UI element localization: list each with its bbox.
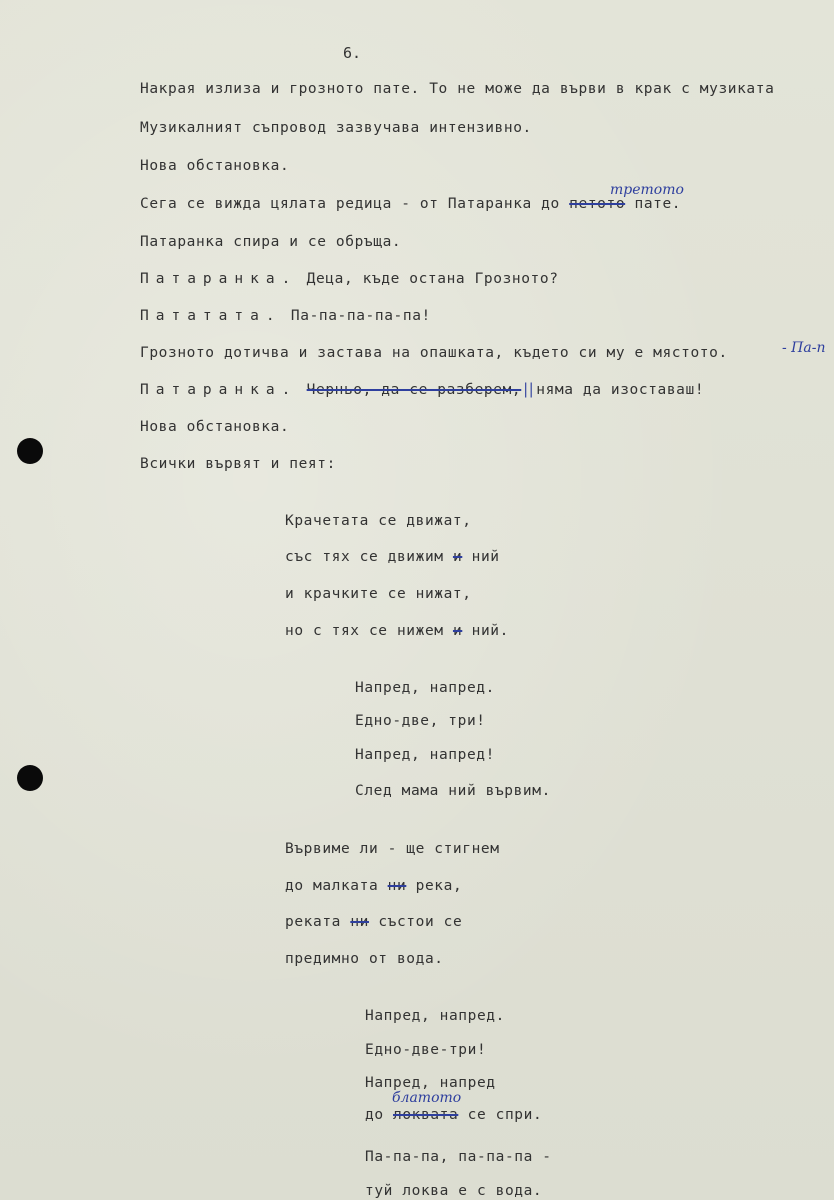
chorus-line: Едно-две-три! bbox=[365, 1042, 487, 1058]
text-line: Нова обстановка. bbox=[140, 158, 290, 174]
page-number: 6. bbox=[343, 44, 362, 62]
text-line: Всички вървят и пеят: bbox=[140, 456, 336, 472]
verse-line: Крачетата се движат, bbox=[285, 513, 472, 529]
text-segment: Деца, къде остана Грозното? bbox=[297, 271, 559, 287]
verse-line bbox=[285, 877, 462, 895]
text-line: Музикалният съпровод зазвучава интензивно. bbox=[140, 120, 532, 136]
verse-line: и крачките се нижат, bbox=[285, 586, 472, 602]
struck-word: и bbox=[452, 623, 463, 639]
text-segment: ний. bbox=[462, 623, 509, 639]
text-line: Грозното дотичва и застава на опашката, където си му е мястото. bbox=[140, 345, 728, 361]
handwritten-correction: третото bbox=[610, 182, 684, 198]
struck-phrase: Черньо, да се разберем, bbox=[306, 382, 522, 398]
text-segment: състои се bbox=[368, 914, 463, 930]
speaker-name: Пататата. bbox=[140, 308, 282, 324]
punch-hole-bottom bbox=[17, 765, 43, 791]
text-segment: Па-па-па-па-па! bbox=[281, 308, 431, 324]
chorus-line: След мама ний вървим. bbox=[355, 783, 551, 799]
text-segment: Сега се вижда цялата редица - от Патаранка до bbox=[140, 196, 570, 212]
text-line bbox=[140, 195, 681, 213]
verse-line bbox=[285, 548, 500, 566]
struck-word: ни bbox=[387, 878, 407, 894]
verse-line bbox=[285, 913, 462, 931]
struck-word: ни bbox=[350, 914, 369, 930]
text-line: Нова обстановка. bbox=[140, 419, 290, 435]
chorus-line: туй локва е с вода. bbox=[365, 1183, 543, 1199]
text-line bbox=[140, 307, 431, 325]
speaker-name: Патаранка. bbox=[140, 382, 298, 398]
punch-hole-top bbox=[17, 438, 43, 464]
text-segment: реката bbox=[285, 914, 351, 930]
text-line bbox=[140, 270, 559, 288]
chorus-line: Напред, напред. bbox=[355, 680, 495, 696]
struck-word: локвата bbox=[393, 1107, 459, 1123]
verse-line: Вървиме ли - ще стигнем bbox=[285, 841, 500, 857]
text-line: Накрая излиза и грозното пате. То не може да върви в крак с музиката bbox=[140, 81, 775, 97]
handwritten-note: - Па-п bbox=[782, 340, 826, 356]
speaker-name: Патаранка. bbox=[140, 271, 298, 287]
chorus-line: Едно-две, три! bbox=[355, 713, 486, 729]
chorus-line: Напред, напред. bbox=[365, 1008, 505, 1024]
chorus-line: Па-па-па, па-па-па - bbox=[365, 1149, 552, 1165]
text-segment: река, bbox=[406, 878, 463, 894]
text-segment: ний bbox=[462, 549, 500, 565]
text-segment: пате. bbox=[625, 196, 682, 212]
text-segment: до bbox=[365, 1107, 393, 1123]
text-segment: до малката bbox=[285, 878, 388, 894]
text-segment: със тях се движим bbox=[285, 549, 453, 565]
struck-word: и bbox=[452, 549, 463, 565]
handwritten-correction: блатото bbox=[392, 1090, 462, 1106]
text-segment: няма да изоставаш! bbox=[536, 382, 705, 398]
verse-line: предимно от вода. bbox=[285, 951, 444, 967]
text-segment: се спри. bbox=[458, 1107, 543, 1123]
text-line bbox=[140, 381, 704, 399]
text-line: Патаранка спира и се обръща. bbox=[140, 234, 402, 250]
ink-correction-mark: || bbox=[523, 382, 535, 398]
text-segment: но с тях се нижем bbox=[285, 623, 453, 639]
chorus-line: Напред, напред! bbox=[355, 747, 495, 763]
chorus-line bbox=[365, 1106, 542, 1124]
chorus-line: Напред, напред bbox=[365, 1075, 496, 1091]
verse-line bbox=[285, 622, 509, 640]
struck-word: петото bbox=[569, 196, 626, 212]
